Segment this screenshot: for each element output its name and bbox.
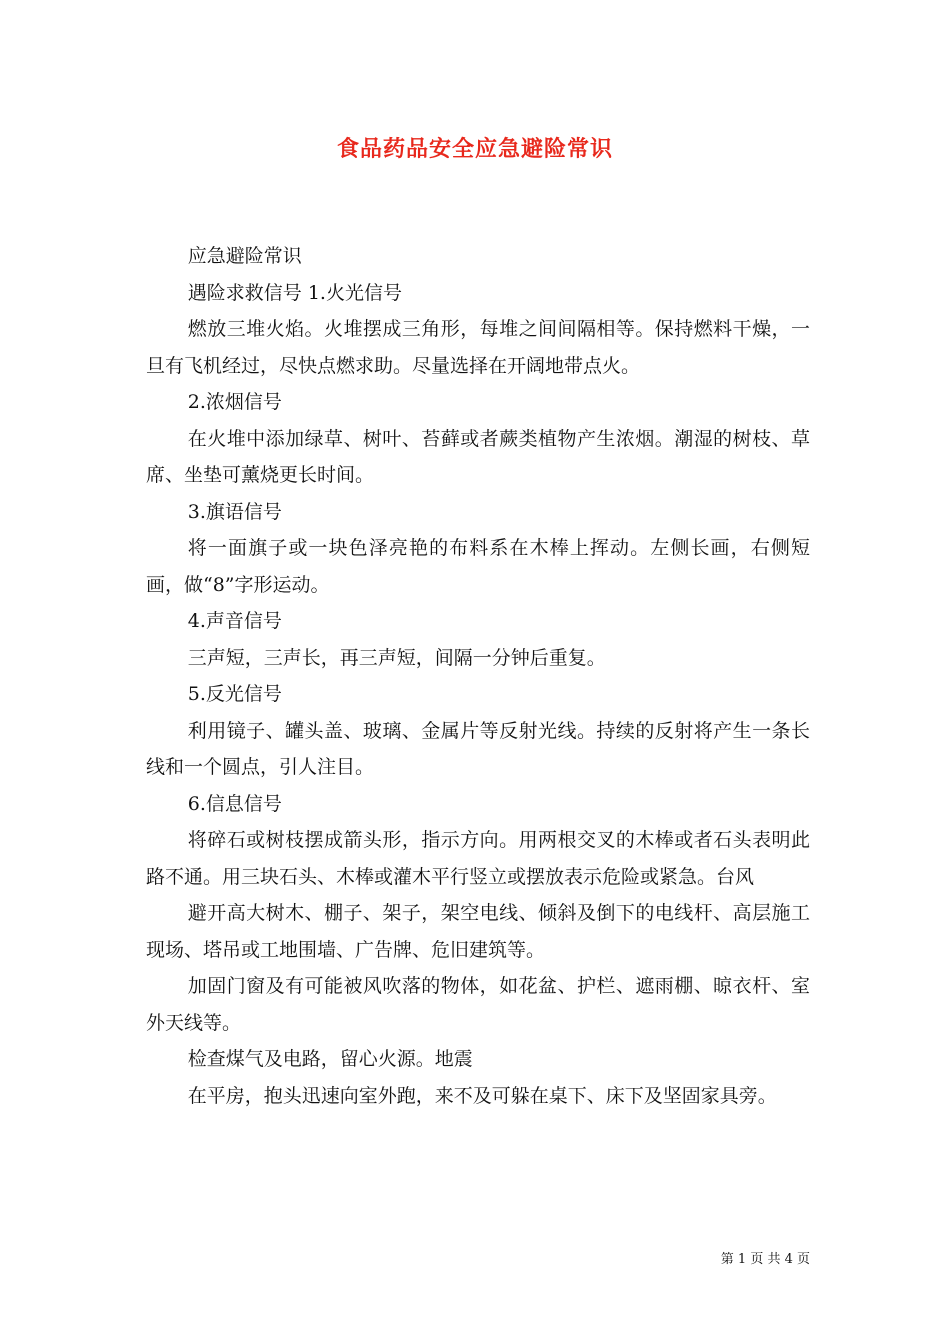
paragraph: 加固门窗及有可能被风吹落的物体，如花盆、护栏、遮雨棚、晾衣杆、室外天线等。 [146, 975, 810, 1034]
paragraph: 利用镜子、罐头盖、玻璃、金属片等反射光线。持续的反射将产生一条长线和一个圆点，引人注目。 [146, 719, 810, 778]
paragraph: 三声短，三声长，再三声短，间隔一分钟后重复。 [187, 646, 606, 669]
paragraph: 2.浓烟信号 [187, 391, 282, 413]
page-number-footer: 第 1 页 共 4 页 [720, 1252, 810, 1267]
paragraph: 在火堆中添加绿草、树叶、苔藓或者蕨类植物产生浓烟。潮湿的树枝、草席、坐垫可薰烧更长时间。 [146, 427, 810, 486]
paragraph: 燃放三堆火焰。火堆摆成三角形，每堆之间间隔相等。保持燃料干燥，一旦有飞机经过，尽快点燃求助。尽量选择在开阔地带点火。 [146, 318, 810, 377]
paragraph: 在平房，抱头迅速向室外跑，来不及可躲在桌下、床下及坚固家具旁。 [187, 1084, 777, 1107]
paragraph: 检查煤气及电路，留心火源。地震 [187, 1048, 473, 1070]
paragraph: 应急避险常识 [187, 245, 302, 267]
paragraph: 遇险求救信号 1.火光信号 [187, 281, 402, 304]
document-body [146, 238, 810, 1114]
document-title: 食品药品安全应急避险常识 [336, 136, 613, 162]
paragraph: 避开高大树木、棚子、架子，架空电线、倾斜及倒下的电线杆、高层施工现场、塔吊或工地围墙、广告牌、危旧建筑等。 [146, 902, 810, 961]
paragraph: 3.旗语信号 [187, 500, 282, 523]
paragraph: 将碎石或树枝摆成箭头形，指示方向。用两根交叉的木棒或者石头表明此路不通。用三块石头、木棒或灌木平行竖立或摆放表示危险或紧急。台风 [146, 829, 810, 888]
paragraph: 6.信息信号 [187, 792, 282, 815]
paragraph: 5.反光信号 [187, 683, 282, 705]
paragraph: 将一面旗子或一块色泽亮艳的布料系在木棒上挥动。左侧长画，右侧短画，做“8”字形运动。 [146, 537, 810, 596]
paragraph: 4.声音信号 [187, 610, 282, 632]
